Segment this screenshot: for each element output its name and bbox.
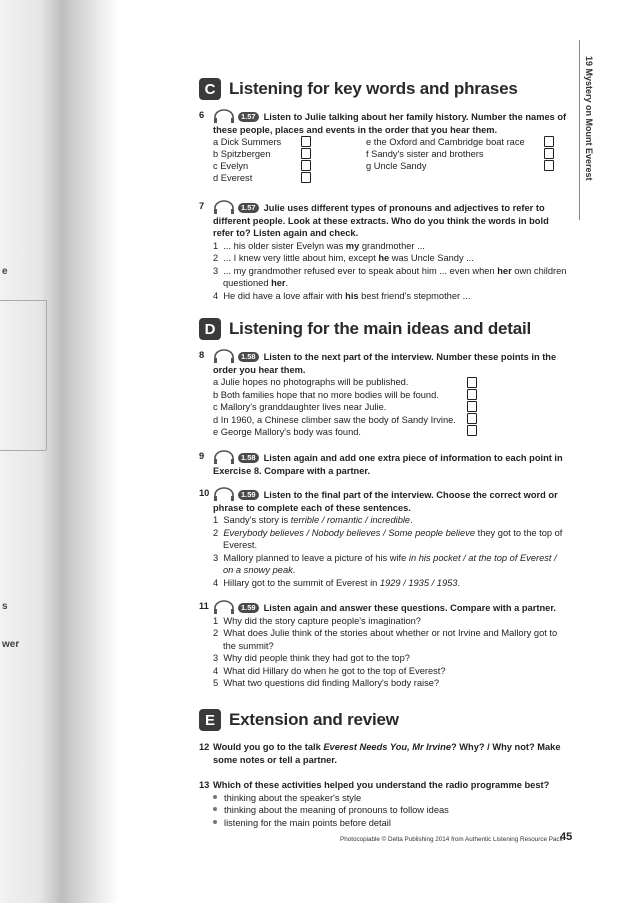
headphones-icon: [213, 600, 235, 614]
exercise-number: 13: [199, 780, 210, 790]
answer-checkbox[interactable]: [544, 136, 554, 147]
list-item: f Sandy's sister and brothers: [366, 149, 484, 159]
answer-checkbox[interactable]: [467, 425, 477, 436]
exercise-number: 11: [199, 601, 209, 611]
exercise-6: [199, 109, 569, 186]
list-item: 4 Hillary got to the summit of Everest in 1929 / 1935 / 1953.: [213, 577, 461, 588]
activity-list: [213, 792, 569, 830]
book-gutter-shadow: [0, 0, 120, 903]
list-item: c Mallory's granddaughter lives near Julie.: [213, 402, 387, 412]
list-item: b Both families hope that no more bodies will be found.: [213, 389, 439, 400]
list-item: 1 Why did the story capture people's imagination?: [213, 615, 421, 626]
list-item: c Evelyn: [213, 161, 249, 171]
exercise-instruction: Listen to the final part of the interview. Choose the correct word or phrase to complete each of these sentences.: [213, 490, 558, 513]
list-item: 2 ... I knew very little about him, except he was Uncle Sandy ...: [213, 253, 474, 263]
exercise-7: [199, 200, 569, 302]
audio-track-badge: 1.58: [238, 352, 259, 362]
audio-track-badge: 1.59: [238, 603, 259, 613]
section-letter-badge: D: [199, 318, 221, 340]
section-d-heading: [199, 318, 531, 340]
exercise-instruction: Listen to the next part of the interview. Number these points in the order you hear them.: [213, 352, 557, 375]
answer-checkbox[interactable]: [467, 377, 477, 388]
section-title: Extension and review: [229, 710, 399, 729]
headphones-icon: [213, 349, 235, 363]
list-item: 3 Why did people think they had got to the top?: [213, 653, 410, 663]
exercise-10: [199, 487, 569, 589]
answer-checkbox[interactable]: [544, 160, 554, 171]
exercise-8: [199, 349, 569, 439]
audio-track-badge: 1.58: [238, 453, 259, 463]
answer-checkbox[interactable]: [301, 172, 311, 183]
list-item: 3 ... my grandmother refused ever to speak about him ... even when her own children: [213, 265, 567, 276]
answer-checkbox[interactable]: [544, 148, 554, 159]
list-item: 1 ... his older sister Evelyn was my grandmother ...: [213, 240, 425, 251]
list-item-continuation: questioned her.: [223, 278, 289, 288]
list-item: listening for the main points before detail: [213, 817, 569, 830]
section-letter-badge: C: [199, 78, 221, 100]
headphones-icon: [213, 487, 235, 501]
list-item: b Spitzbergen: [213, 149, 271, 159]
list-item: g Uncle Sandy: [366, 161, 427, 171]
list-item-continuation: Everest.: [223, 540, 258, 550]
exercise-9: [199, 450, 569, 477]
edge-text-fragment: wer: [2, 639, 20, 650]
exercise-instruction: Listen again and add one extra piece of information to each point in Exercise 8. Compare with a partner.: [213, 453, 563, 476]
side-rule: [579, 40, 580, 220]
question-list: [213, 615, 569, 690]
exercise-number: 6: [199, 110, 205, 120]
section-c-heading: [199, 78, 518, 100]
section-title: Listening for the main ideas and detail: [229, 319, 532, 338]
list-item: 4 He did have a love affair with his best friend's stepmother ...: [213, 290, 471, 301]
bullet-icon: [213, 795, 217, 799]
list-item: e George Mallory's body was found.: [213, 427, 362, 437]
exercise-number: 8: [199, 350, 205, 360]
audio-track-badge: 1.57: [238, 112, 259, 122]
headphones-icon: [213, 109, 235, 123]
list-item: a Julie hopes no photographs will be published.: [213, 377, 409, 387]
list-item: a Dick Summers: [213, 137, 282, 147]
list-item: thinking about the meaning of pronouns to follow ideas: [213, 804, 569, 817]
audio-track-badge: 1.59: [238, 490, 259, 500]
list-item: thinking about the speaker's style: [213, 792, 569, 805]
edge-rule: [0, 300, 46, 301]
exercise-12: [199, 741, 569, 766]
answer-checkbox[interactable]: [467, 401, 477, 412]
section-title: Listening for key words and phrases: [229, 79, 518, 98]
list-item: 2 What does Julie think of the stories about whether or not Irvine and Mallory got to: [213, 628, 558, 638]
headphones-icon: [213, 450, 235, 464]
list-item: 3 Mallory planned to leave a picture of his wife in his pocket / at the top of Everest /: [213, 552, 557, 563]
copyright-footer: Photocopiable © Delta Publishing 2014 from Authentic Listening Resource Pack: [340, 836, 563, 843]
answer-checkbox[interactable]: [301, 160, 311, 171]
exercise-number: 10: [199, 488, 210, 498]
edge-text-fragment: s: [2, 601, 8, 612]
bullet-icon: [213, 807, 217, 811]
exercise-11: [199, 600, 569, 690]
exercise-13: [199, 779, 569, 829]
list-item: 2 Everybody believes / Nobody believes / Some people believe they got to the top of: [213, 527, 563, 538]
extract-list: [213, 240, 569, 303]
list-item-continuation: on a snowy peak.: [223, 565, 296, 575]
edge-text-fragment: e: [2, 266, 8, 277]
answer-checkbox[interactable]: [301, 136, 311, 147]
exercise-instruction: Which of these activities helped you understand the radio programme best?: [213, 780, 550, 790]
answer-checkbox[interactable]: [301, 148, 311, 159]
exercise-instruction: Listen again and answer these questions. Compare with a partner.: [263, 603, 557, 613]
points-list: [213, 376, 569, 439]
exercise-number: 7: [199, 201, 205, 211]
exercise-instruction: Would you go to the talk Everest Needs You, Mr Irvine? Why? / Why not? Make some notes or tell a partner.: [213, 742, 561, 765]
answer-box-column: [467, 377, 477, 436]
exercise-number: 12: [199, 742, 210, 752]
page-number: 45: [560, 831, 573, 843]
answer-checkbox[interactable]: [467, 413, 477, 424]
list-item: d Everest: [213, 173, 253, 183]
list-item: 4 What did Hillary do when he got to the top of Everest?: [213, 665, 446, 676]
section-e-heading: [199, 709, 399, 731]
edge-rule: [0, 450, 46, 451]
bullet-icon: [213, 820, 217, 824]
exercise-instruction: Listen to Julie talking about her family history. Number the names of these people, places and events in the order that you hear them.: [213, 112, 567, 135]
answer-checkbox[interactable]: [467, 389, 477, 400]
list-item: 5 What two questions did finding Mallory's body raise?: [213, 678, 440, 688]
list-item: e the Oxford and Cambridge boat race: [366, 137, 525, 147]
exercise-instruction: Julie uses different types of pronouns and adjectives to refer to different people. Look at these extracts. Who do you think the words in bold refer to? Listen again and check.: [213, 203, 549, 238]
audio-track-badge: 1.57: [238, 203, 259, 213]
sentence-list: [213, 514, 569, 589]
headphones-icon: [213, 200, 235, 214]
matching-list: [213, 136, 569, 186]
section-letter-badge: E: [199, 709, 221, 731]
list-item-continuation: the summit?: [223, 640, 274, 651]
list-item: 1 Sandy's story is terrible / romantic / incredible.: [213, 515, 413, 525]
exercise-number: 9: [199, 451, 205, 461]
edge-rule: [46, 300, 47, 450]
unit-side-title: 19 Mystery on Mount Everest: [584, 56, 594, 181]
list-item: d In 1960, a Chinese climber saw the body of Sandy Irvine.: [213, 414, 456, 425]
